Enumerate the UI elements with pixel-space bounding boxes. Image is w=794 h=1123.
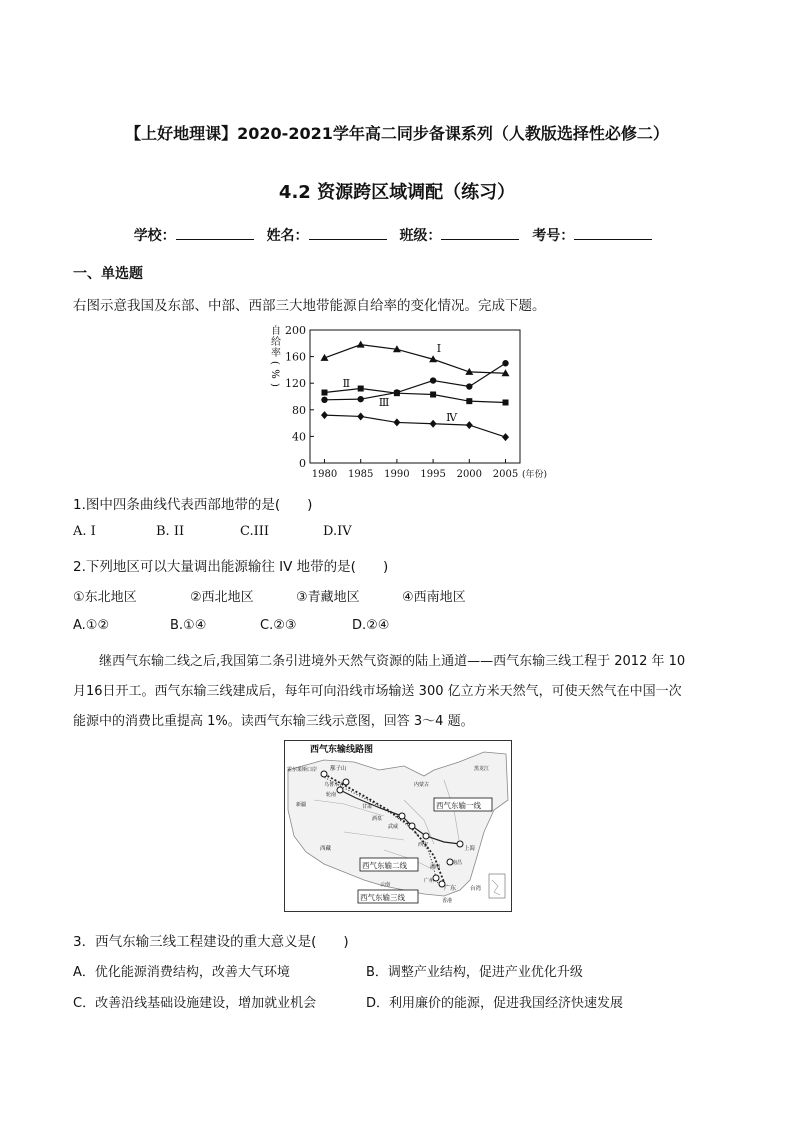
place-horgos: 霍尔果斯口岸 [287, 767, 318, 773]
data-point [466, 421, 473, 429]
q2-region-3: ③青藏地区 [296, 590, 360, 605]
y-tick-label: 200 [285, 324, 306, 337]
y-tick-label: 0 [299, 457, 306, 470]
energy-self-sufficiency-chart [262, 320, 548, 482]
q2-region-2: ②西北地区 [190, 590, 254, 605]
data-point [357, 341, 365, 348]
q1-option-d: D.IV [323, 524, 352, 539]
intro-text: 右图示意我国及东部、中部、西部三大地带能源自给率的变化情况。完成下题。 [73, 298, 546, 314]
station-zhongwei [409, 823, 415, 829]
line1-label: 西气东输一线 [436, 801, 481, 810]
q1-option-b: B. II [156, 524, 185, 539]
place-xinjiang: 新疆 [296, 802, 307, 808]
plot-frame [310, 330, 520, 463]
place-nanchang: 南昌 [452, 860, 463, 866]
name-blank [309, 227, 387, 240]
data-point [321, 390, 327, 396]
q1-option-a: A. I [73, 524, 96, 539]
class-blank [441, 227, 519, 240]
student-info-row [0, 225, 794, 245]
place-neimenggu: 内蒙古 [414, 782, 430, 788]
place-yunnan: 云南 [380, 882, 391, 888]
q3-option-a: A．优化能源消费结构，改善大气环境 [73, 965, 290, 980]
data-point [358, 386, 364, 392]
place-hongkong: 香港 [442, 898, 453, 904]
school-blank [176, 227, 254, 240]
y-tick-label: 80 [292, 403, 306, 417]
x-tick-label: 1990 [384, 469, 410, 480]
lesson-title: 4.2 资源跨区域调配（练习） [278, 182, 516, 203]
series-label: Ⅳ [446, 411, 458, 425]
line3-label: 西气东输三线 [360, 893, 405, 902]
place-shanshan: 鄯子山 [330, 766, 347, 772]
x-tick-label: 1995 [420, 469, 446, 480]
series-label: Ⅲ [378, 395, 390, 409]
data-point [394, 389, 400, 395]
q3-stem: 3．西气东输三线工程建设的重大意义是( ) [73, 934, 349, 950]
place-taiwan: 台湾 [470, 886, 482, 892]
q2-option-a: A.①② [73, 618, 110, 633]
q3-option-c: C．改善沿线基础设施建设，增加就业机会 [73, 996, 317, 1011]
line2-label: 西气东输二线 [362, 861, 407, 870]
series-line [324, 345, 505, 374]
data-point [430, 377, 436, 383]
data-point [502, 433, 509, 441]
series-label: Ⅱ [342, 377, 351, 391]
data-point [466, 398, 472, 404]
q2-option-d: D.②④ [352, 618, 390, 633]
q2-region-4: ④西南地区 [402, 590, 466, 605]
q1-stem: 1.图中四条曲线代表西部地带的是( ) [73, 497, 313, 513]
place-gansu: 甘肃 [362, 804, 373, 810]
place-lunnan: 轮南 [326, 792, 337, 798]
q2-region-1: ①东北地区 [73, 590, 137, 605]
place-jiuquan: 酒泉 [372, 816, 383, 822]
q3-option-d: D．利用廉价的能源，促进我国经济快速发展 [366, 996, 624, 1011]
y-tick-label: 160 [285, 350, 306, 364]
y-tick-label: 120 [285, 377, 306, 391]
x-tick-label: 2000 [456, 469, 483, 480]
x-axis-label: (年份) [522, 470, 548, 480]
exam-no-label: 考号： [532, 228, 575, 244]
data-point [357, 412, 364, 420]
exam-no-blank [574, 227, 652, 240]
station-wuwei [399, 813, 405, 819]
q2-stem: 2.下列地区可以大量调出能源输往 IV 地带的是( ) [73, 559, 389, 575]
place-guangdong: 广东 [444, 885, 457, 892]
passage-line-2: 月16日开工。西气东输三线建成后，每年可向沿线市场输送 300 亿立方米天然气，可使天然气在中国一次 [73, 684, 682, 699]
map-title: 西气东输线路图 [310, 745, 374, 755]
series-label: Ⅰ [436, 341, 442, 355]
school-label: 学校： [133, 228, 176, 244]
series-line [324, 389, 505, 403]
place-urumqi: 乌鲁木齐 [324, 782, 345, 788]
y-tick-label: 40 [292, 430, 306, 444]
section-title: 一、单选题 [73, 266, 143, 282]
data-point [502, 360, 508, 366]
q2-option-c: C.②③ [260, 618, 297, 633]
x-tick-label: 1985 [347, 469, 374, 480]
place-wuwei: 武威 [388, 824, 399, 830]
place-guangzhou: 广州 [424, 878, 435, 884]
q3-option-b: B．调整产业结构，促进产业优化升级 [366, 965, 583, 980]
y-axis-label-char: % [269, 369, 280, 379]
data-point [466, 383, 472, 389]
x-tick-label: 1980 [311, 469, 338, 480]
y-axis-label-char: ( [269, 361, 280, 365]
west-east-gas-pipeline-map [284, 740, 512, 912]
class-label: 班级： [399, 228, 442, 244]
passage-line-1: 继西气东输二线之后,我国第二条引进境外天然气资源的陆上通道——西气东输三线工程于 2012 年 10 [99, 654, 686, 669]
x-tick-label: 2005 [492, 469, 519, 480]
data-point [430, 392, 436, 398]
q1-option-c: C.III [240, 524, 270, 539]
y-axis-label-char: 给 [271, 337, 281, 348]
data-point [357, 396, 363, 402]
y-axis-label-char: ) [269, 383, 280, 387]
data-point [503, 399, 509, 405]
y-axis-label-char: 自 [271, 326, 281, 337]
station-horgos [321, 771, 327, 777]
station-shanghai [457, 841, 463, 847]
q2-option-b: B.①④ [170, 618, 207, 633]
data-point [430, 420, 437, 428]
series-line [324, 415, 505, 437]
passage-line-3: 能源中的消费比重提高 1%。读西气东输三线示意图，回答 3～4 题。 [73, 714, 474, 729]
place-heilongjiang: 黑龙江 [474, 766, 490, 772]
series-title: 【上好地理课】2020-2021学年高二同步备课系列（人教版选择性必修二） [125, 124, 669, 143]
place-xizang: 西藏 [320, 846, 332, 852]
data-point [321, 397, 327, 403]
name-label: 姓名： [266, 228, 309, 244]
data-point [321, 411, 328, 419]
data-point [393, 418, 400, 426]
place-xian: 西安 [418, 842, 429, 848]
place-shanghai: 上海 [464, 846, 476, 852]
station-xian [423, 833, 429, 839]
place-hunan: 湖南 [430, 864, 441, 870]
y-axis-label-char: 率 [271, 348, 281, 359]
